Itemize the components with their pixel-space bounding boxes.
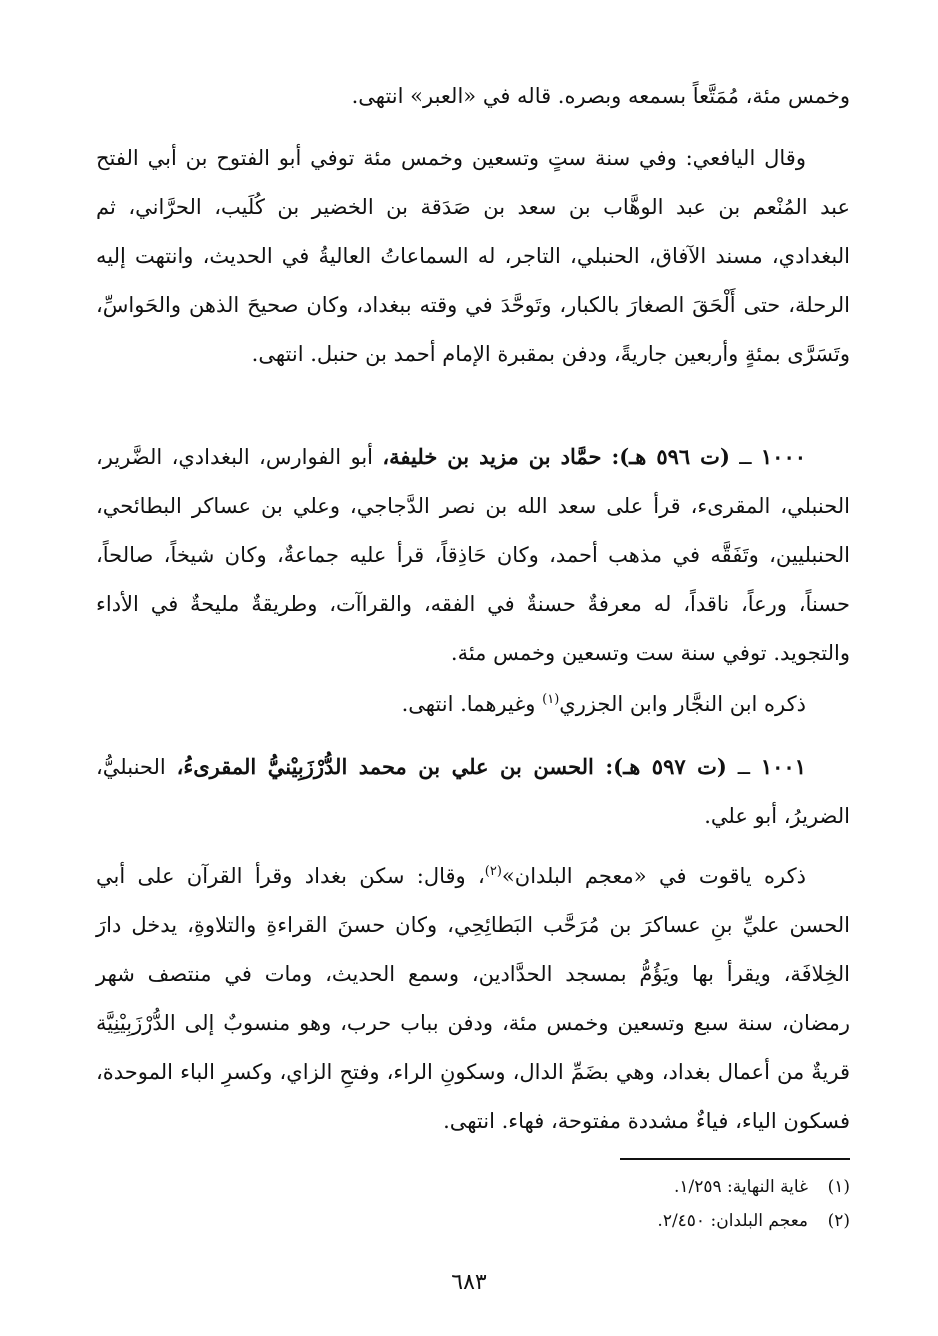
entry-1001 xyxy=(96,742,850,841)
main-text xyxy=(96,72,850,121)
entry-name: الحسن بن علي بن محمد الدُّرْزَبِيْنيُّ المقرىءُ، xyxy=(176,754,606,779)
entry-body: أبو الفوارس، البغدادي، الضَّرير، الحنبلي، المقرىء، قرأ على سعد الله بن نصر الدَّجاجي، وعلي بن عساكر البطائحي، الحنبليين، وتَفَقَّه في مذهب أحمد، وكان حَاذِقاً، قرأ عليه جماعةٌ، وكان شيخاً، صالحاً، حسناً، ورعاً، ناقداً، له معرفةٌ حسنةٌ في الفقه، والقراآت، وطريقةٌ مليحةٌ في الأداء والتجويد. توفي سنة ست وتسعين وخمس مئة. xyxy=(96,445,850,665)
citation-text: ذكره ابن النجَّار وابن الجزري xyxy=(559,692,806,716)
entry-1001-block xyxy=(96,742,850,841)
citation-block-1 xyxy=(96,680,850,729)
main-text-yafii xyxy=(96,134,850,379)
entry-number: ١٠٠٠ xyxy=(760,444,807,469)
yaqut-text-end: ، وقال: سكن بغداد وقرأ القرآن على أبي الحسن عليِّ بنِ عساكرَ بن مُرَحَّب البَطائِحِي، وكان حسنَ القراءةِ والتلاوةِ، يدخل دارَ الخِلافَة، ويقرأ بها ويَؤُمُّ بمسجد الحدَّادين، وسمع الحديث، ومات في منتصف شهر رمضان، سنة سبع وتسعين وخمس مئة، ودفن بباب حرب، وهو منسوبٌ إلى الدُّرْزَبِيْنِيَّة قريةٌ من أعمال بغداد، وهي بضَمِّ الدال، وسكونِ الراء، وفتحِ الزاي، وكسرِ الباء الموحدة، فسكون الياء، فياءٌ مشددة مفتوحة، فهاء. انتهى. xyxy=(96,864,850,1133)
footnotes xyxy=(96,1170,850,1238)
citation-text-end: وغيرهما. انتهى. xyxy=(401,692,543,716)
footnote-separator xyxy=(620,1158,850,1160)
page-number: ٦٨٣ xyxy=(451,1270,487,1295)
yaqut-text: ذكره ياقوت في «معجم البلدان» xyxy=(501,864,806,888)
paragraph-continuation: وخمس مئة، مُمَتَّعاً بسمعه وبصره. قاله في «العبر» انتهى. xyxy=(351,84,850,108)
footnote-marker: (٢) xyxy=(827,1211,850,1231)
footnote-marker: (١) xyxy=(827,1177,850,1197)
entry-death-date: (ت ٥٩٦ هـ): xyxy=(611,444,730,469)
entry-number: ١٠٠١ xyxy=(760,754,806,779)
entry-body: الحنبليُّ، الضريرُ، أبو علي. xyxy=(96,755,850,828)
yaqut-paragraph xyxy=(96,852,850,1146)
footnote-1 xyxy=(96,1170,850,1204)
footnote-2 xyxy=(96,1204,850,1238)
paragraph-yafii-quote: وقال اليافعي: وفي سنة ستٍ وتسعين وخمس مئة توفي أبو الفتوح بن أبي الفتح عبد المُنْعم بن عبد الوهَّاب بن سعد بن صَدَقة بن الخضير بن كُلَيب، الحرَّاني، ثم البغدادي، مسند الآفاق، الحنبلي، التاجر، له السماعاتُ العاليةُ في الحديث، وانتهت إليه الرحلة، حتى أَلْحَقَ الصغارَ بالكبار، وتَوحَّدَ في وقته ببغداد، وكان صحيحَ الذهن والحَواسِّ، وتَسَرَّى بمئةٍ وأربعين جاريةً، ودفن بمقبرة الإمام أحمد بن حنبل. انتهى. xyxy=(96,146,850,366)
entry-name: حمَّاد بن مزيد بن خليفة، xyxy=(382,444,612,469)
footnote-text: غاية النهاية: ١/٢٥٩. xyxy=(673,1177,808,1197)
entry-dash: ــ xyxy=(729,445,761,469)
yaqut-block xyxy=(96,852,850,1146)
entry-1000-block xyxy=(96,432,850,678)
citation-paragraph xyxy=(96,680,850,729)
footnote-text: معجم البلدان: ٢/٤٥٠. xyxy=(657,1211,808,1231)
entry-death-date: (ت ٥٩٧ هـ): xyxy=(605,754,727,779)
entry-1000 xyxy=(96,432,850,678)
footnote-ref-2[interactable]: (٢) xyxy=(484,864,502,879)
entry-dash: ــ xyxy=(726,755,761,779)
footnote-ref-1[interactable]: (١) xyxy=(542,692,560,707)
